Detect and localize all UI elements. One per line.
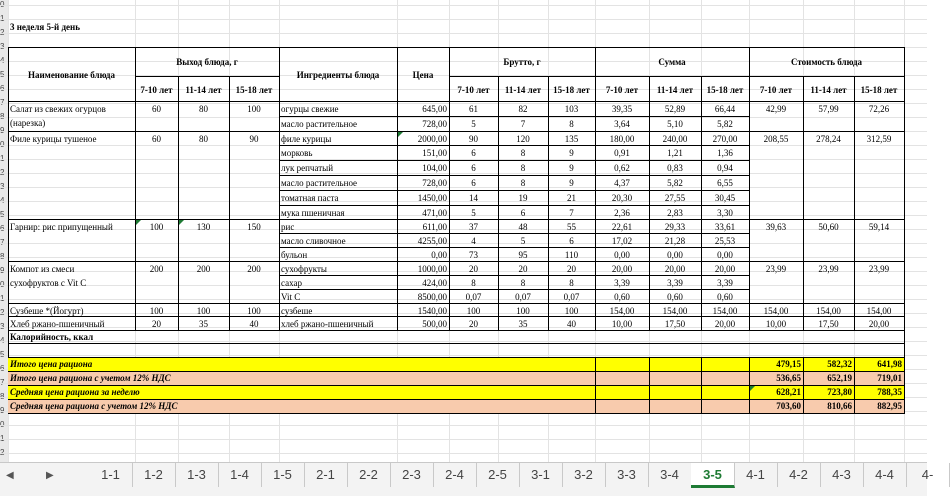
brutto-value[interactable]: 20 [469, 264, 478, 274]
header-age[interactable]: 11-14 лет [185, 85, 222, 95]
brutto-value[interactable]: 19 [518, 193, 528, 203]
total-label[interactable]: Итого цена рациона с учетом 12% НДС [10, 373, 171, 383]
brutto-value[interactable]: 103 [564, 104, 579, 114]
calories-label[interactable]: Калорийность, ккал [10, 332, 94, 342]
total-value[interactable]: 703,60 [776, 401, 801, 411]
header-ingredients[interactable]: Ингредиенты блюда [296, 70, 380, 80]
error-indicator-icon [750, 386, 755, 391]
header-age[interactable]: 7-10 лет [759, 85, 793, 95]
output-value[interactable]: 20 [152, 319, 161, 329]
brutto-value[interactable]: 37 [469, 222, 478, 232]
sum-value[interactable]: 17,50 [664, 319, 686, 329]
total-value[interactable]: 719,01 [877, 373, 902, 383]
ingredient-price[interactable]: 104,00 [422, 163, 447, 173]
border-line [701, 357, 702, 372]
cost-value[interactable]: 154,00 [816, 306, 841, 316]
menu-table[interactable] [8, 0, 904, 462]
cost-value[interactable]: 23,99 [868, 264, 890, 274]
border-line [595, 385, 596, 400]
output-value[interactable]: 200 [149, 264, 164, 274]
sum-value[interactable]: 0,00 [717, 250, 733, 260]
dish-name[interactable]: Сузбеше *(Йогурт) [10, 306, 84, 316]
sum-value[interactable]: 3,39 [667, 278, 683, 288]
brutto-value[interactable]: 7 [569, 208, 574, 218]
sum-value[interactable]: 5,10 [667, 119, 683, 129]
error-indicator-icon [179, 220, 184, 225]
total-value[interactable]: 536,65 [776, 373, 801, 383]
sum-value[interactable]: 2,36 [614, 208, 630, 218]
ingredient-price[interactable]: 4255,00 [417, 236, 447, 246]
ingredient-name[interactable]: томатная паста [281, 193, 339, 203]
border-line [595, 357, 596, 372]
border-line [229, 76, 230, 331]
ingredient-price[interactable]: 645,00 [422, 104, 447, 114]
sum-value[interactable]: 2,83 [667, 208, 683, 218]
total-value[interactable]: 479,15 [776, 359, 801, 369]
sum-value[interactable]: 154,00 [712, 306, 738, 316]
ingredient-price[interactable]: 424,00 [422, 278, 447, 288]
brutto-value[interactable]: 82 [518, 104, 528, 114]
sum-value[interactable]: 0,62 [614, 163, 630, 173]
output-value[interactable]: 100 [196, 306, 211, 316]
cost-value[interactable]: 208,55 [763, 134, 789, 144]
sum-value[interactable]: 52,89 [664, 104, 686, 114]
sheet-tab[interactable]: 4-3 [820, 463, 864, 487]
brutto-value[interactable]: 8 [569, 278, 574, 288]
sum-value[interactable]: 0,60 [614, 292, 630, 302]
ingredient-name[interactable]: огурцы свежие [281, 104, 339, 114]
border-line [701, 371, 702, 386]
border-line [498, 76, 499, 331]
border-line [854, 385, 855, 400]
brutto-value[interactable]: 9 [569, 178, 574, 188]
total-value[interactable]: 723,80 [827, 387, 852, 397]
brutto-value[interactable]: 20 [469, 319, 478, 329]
sum-value[interactable]: 17,02 [611, 236, 633, 246]
header-mid-border [449, 76, 905, 77]
ingredient-name[interactable]: Vit C [281, 292, 301, 302]
border-line [803, 371, 804, 386]
total-value[interactable]: 810,66 [827, 401, 852, 411]
cost-value[interactable]: 312,59 [866, 134, 892, 144]
sum-value[interactable]: 39,35 [611, 104, 633, 114]
output-value[interactable]: 100 [247, 104, 261, 114]
sum-value[interactable]: 66,44 [714, 104, 736, 114]
border-line [803, 385, 804, 400]
dish-name[interactable]: Хлеб ржано-пшеничный [10, 319, 105, 329]
header-age[interactable]: 11-14 лет [810, 85, 847, 95]
border-line [803, 399, 804, 414]
output-value[interactable]: 80 [199, 104, 208, 114]
brutto-value[interactable]: 55 [567, 222, 576, 232]
output-value[interactable]: 100 [149, 306, 164, 316]
output-value[interactable]: 60 [152, 134, 161, 144]
brutto-value[interactable]: 0,07 [563, 292, 580, 302]
sum-value[interactable]: 0,00 [614, 250, 630, 260]
cost-value[interactable]: 10,00 [765, 319, 787, 329]
total-label[interactable]: Итого цена рациона [10, 359, 93, 369]
sheet-tab[interactable]: 1-3 [175, 463, 219, 487]
sum-value[interactable]: 20,00 [611, 264, 633, 274]
sum-value[interactable]: 3,64 [614, 119, 630, 129]
ingredient-name[interactable]: мука пшеничная [281, 208, 345, 218]
sum-value[interactable]: 0,00 [667, 250, 683, 260]
border-line [649, 357, 650, 372]
total-label[interactable]: Средняя цена рациона с учетом 12% НДС [10, 401, 178, 411]
sum-value[interactable]: 3,39 [614, 278, 630, 288]
brutto-value[interactable]: 4 [471, 236, 476, 246]
sum-value[interactable]: 22,61 [611, 222, 633, 232]
border-line [649, 371, 650, 386]
cost-value[interactable]: 50,60 [818, 222, 839, 232]
brutto-value[interactable]: 73 [469, 250, 478, 260]
sheet-tab[interactable]: 2-4 [433, 463, 477, 487]
total-value[interactable]: 628,21 [776, 387, 801, 397]
brutto-value[interactable]: 95 [518, 250, 528, 260]
sum-value[interactable]: 10,00 [611, 319, 633, 329]
sum-value[interactable]: 33,61 [714, 222, 736, 232]
error-indicator-icon [398, 132, 403, 137]
brutto-value[interactable]: 40 [567, 319, 576, 329]
cost-value[interactable]: 57,99 [818, 104, 839, 114]
ingredient-price[interactable]: 1000,00 [417, 264, 447, 274]
brutto-value[interactable]: 6 [520, 208, 526, 218]
cost-value[interactable]: 17,50 [818, 319, 839, 329]
sum-value[interactable]: 0,94 [717, 163, 733, 173]
brutto-value[interactable]: 6 [471, 148, 476, 158]
ingredient-price[interactable]: 611,00 [422, 222, 447, 232]
output-value[interactable]: 40 [249, 319, 259, 329]
header-age[interactable]: 11-14 лет [504, 85, 542, 95]
border-line [854, 76, 855, 331]
dish-name[interactable]: Компот из смеси [10, 264, 75, 274]
sheet-tab[interactable]: 3-1 [519, 463, 563, 487]
total-value[interactable]: 652,19 [827, 373, 852, 383]
sum-value[interactable]: 0,83 [667, 163, 683, 173]
sum-value[interactable]: 0,60 [667, 292, 683, 302]
sheet-tab[interactable]: 1-2 [132, 463, 176, 487]
ingredient-name[interactable]: лук репчатый [281, 163, 334, 173]
ingredient-name[interactable]: масло сливочное [281, 236, 346, 246]
sheet-tab[interactable]: 4-4 [863, 463, 907, 487]
sheet-tab[interactable]: 2-2 [347, 463, 391, 487]
brutto-value[interactable]: 8 [471, 278, 476, 288]
ingredient-name[interactable]: хлеб ржано-пшеничный [281, 319, 374, 329]
output-value[interactable]: 90 [249, 134, 259, 144]
border-line [548, 76, 549, 331]
cost-value[interactable]: 39,63 [765, 222, 787, 232]
sheet-tab[interactable]: 3-3 [605, 463, 649, 487]
output-value[interactable]: 100 [149, 222, 164, 232]
output-value[interactable]: 80 [199, 134, 208, 144]
brutto-value[interactable]: 135 [564, 134, 579, 144]
cost-value[interactable]: 23,99 [818, 264, 839, 274]
brutto-value[interactable]: 20 [518, 264, 528, 274]
dish-name[interactable]: Филе курицы тушеное [10, 134, 97, 144]
brutto-value[interactable]: 8 [569, 119, 574, 129]
sum-value[interactable]: 30,45 [714, 193, 736, 203]
total-value[interactable]: 582,32 [827, 359, 852, 369]
sum-value[interactable]: 0,60 [717, 292, 733, 302]
brutto-value[interactable]: 0,07 [515, 292, 531, 302]
sum-value[interactable]: 154,00 [609, 306, 635, 316]
cost-value[interactable]: 59,14 [868, 222, 890, 232]
ingredient-name[interactable]: сахар [281, 278, 302, 288]
brutto-value[interactable]: 6 [471, 163, 476, 173]
border-line [749, 399, 750, 414]
sum-value[interactable]: 240,00 [662, 134, 688, 144]
header-age[interactable]: 11-14 лет [656, 85, 694, 95]
total-value[interactable]: 882,95 [877, 401, 902, 411]
header-age[interactable]: 7-10 лет [457, 85, 490, 95]
brutto-value[interactable]: 21 [567, 193, 576, 203]
brutto-value[interactable]: 8 [520, 178, 526, 188]
header-brutto[interactable]: Брутто, г [503, 57, 541, 67]
border-line [749, 357, 750, 372]
border-line [749, 371, 750, 386]
brutto-value[interactable]: 6 [569, 236, 574, 246]
header-sum[interactable]: Сумма [658, 57, 686, 67]
brutto-value[interactable]: 8 [520, 278, 526, 288]
brutto-value[interactable]: 9 [569, 148, 574, 158]
brutto-value[interactable]: 5 [471, 208, 476, 218]
error-indicator-icon [136, 220, 141, 225]
output-value[interactable]: 200 [196, 264, 211, 274]
ingredient-price[interactable]: 471,00 [422, 208, 447, 218]
header-cost[interactable]: Стоимость блюда [790, 57, 863, 67]
sum-value[interactable]: 180,00 [609, 134, 635, 144]
scroll-right-icon[interactable]: ▶ [46, 470, 54, 481]
brutto-value[interactable]: 110 [564, 250, 579, 260]
brutto-value[interactable]: 35 [518, 319, 528, 329]
sum-value[interactable]: 27,55 [664, 193, 686, 203]
ingredient-name[interactable]: сузбеше [281, 306, 313, 316]
brutto-value[interactable]: 48 [518, 222, 528, 232]
header-age[interactable]: 15-18 лет [553, 85, 590, 95]
sum-value[interactable]: 3,30 [717, 208, 733, 218]
sum-value[interactable]: 5,82 [717, 119, 733, 129]
total-value[interactable]: 641,98 [877, 359, 902, 369]
dish-name-line2[interactable]: (нарезка) [10, 118, 46, 128]
header-age[interactable]: 15-18 лет [706, 85, 744, 95]
output-value[interactable]: 130 [196, 222, 211, 232]
dish-name[interactable]: Гарнир: рис припущенный [10, 222, 113, 232]
border-line [854, 399, 855, 414]
sheet-tab[interactable]: 2-3 [390, 463, 434, 487]
ingredient-price[interactable]: 728,00 [422, 178, 447, 188]
border-line [595, 371, 596, 386]
sum-value[interactable]: 3,39 [717, 278, 733, 288]
brutto-value[interactable]: 100 [466, 306, 481, 316]
brutto-value[interactable]: 90 [469, 134, 478, 144]
brutto-value[interactable]: 7 [520, 119, 526, 129]
brutto-value[interactable]: 0,07 [465, 292, 482, 302]
sheet-tab[interactable]: 3-4 [648, 463, 692, 487]
cost-value[interactable]: 154,00 [763, 306, 789, 316]
total-value[interactable]: 788,35 [877, 387, 902, 397]
brutto-value[interactable]: 8 [520, 148, 526, 158]
sum-value[interactable]: 1,36 [717, 148, 733, 158]
sheet-tab[interactable]: 1-5 [261, 463, 305, 487]
sum-value[interactable]: 0,91 [614, 148, 630, 158]
total-bottom-border [8, 413, 905, 414]
ingredient-name[interactable]: филе курицы [281, 134, 332, 144]
border-line [854, 357, 855, 372]
brutto-value[interactable]: 5 [520, 236, 526, 246]
border-line [701, 399, 702, 414]
header-age[interactable]: 7-10 лет [140, 85, 173, 95]
output-value[interactable]: 200 [247, 264, 261, 274]
brutto-value[interactable]: 14 [469, 193, 478, 203]
sum-value[interactable]: 5,82 [667, 178, 683, 188]
output-value[interactable]: 60 [152, 104, 161, 114]
row-number[interactable] [0, 0, 4, 12]
brutto-value[interactable]: 120 [516, 134, 530, 144]
brutto-value[interactable]: 9 [569, 163, 574, 173]
sheet-tab[interactable]: 3-2 [562, 463, 606, 487]
header-output[interactable]: Выход блюда, г [176, 57, 238, 67]
ingredient-price[interactable]: 2000,00 [417, 134, 447, 144]
ingredient-name[interactable]: масло растительное [281, 119, 358, 129]
brutto-value[interactable]: 100 [564, 306, 579, 316]
border-line [595, 399, 596, 414]
ingredient-price[interactable]: 151,00 [422, 148, 447, 158]
border-line [649, 385, 650, 400]
header-name[interactable]: Наименование блюда [28, 70, 115, 80]
cost-value[interactable]: 278,24 [816, 134, 841, 144]
border-line [701, 385, 702, 400]
ingredient-price[interactable]: 1540,00 [417, 306, 447, 316]
border-line [803, 76, 804, 331]
sheet-tab[interactable]: 4- [906, 463, 950, 487]
total-label[interactable]: Средняя цена рациона за неделю [10, 387, 140, 397]
cost-value[interactable]: 20,00 [868, 319, 890, 329]
sheet-tab[interactable]: 2-1 [304, 463, 348, 487]
sheet-tab[interactable]: 4-2 [777, 463, 821, 487]
border-line [803, 357, 804, 372]
sum-value[interactable]: 1,21 [667, 148, 683, 158]
output-value[interactable]: 35 [199, 319, 208, 329]
cost-value[interactable]: 23,99 [765, 264, 787, 274]
sum-value[interactable]: 25,53 [714, 236, 736, 246]
sum-value[interactable]: 4,37 [614, 178, 630, 188]
header-age[interactable]: 7-10 лет [605, 85, 639, 95]
ingredient-name[interactable]: сухофрукты [281, 264, 327, 274]
sum-value[interactable]: 6,55 [717, 178, 733, 188]
sum-value[interactable]: 270,00 [712, 134, 738, 144]
ingredient-name[interactable]: масло растительное [281, 178, 358, 188]
header-age[interactable]: 15-18 лет [235, 85, 273, 95]
sheet-tab[interactable]: 1-4 [218, 463, 262, 487]
sheet-tab[interactable]: 3-5 [691, 463, 735, 488]
border-line [854, 371, 855, 386]
border-line [701, 76, 702, 331]
sum-value[interactable]: 20,00 [714, 319, 736, 329]
ingredient-price[interactable]: 728,00 [422, 119, 447, 129]
brutto-value[interactable]: 20 [567, 264, 576, 274]
sum-value[interactable]: 20,30 [611, 193, 633, 203]
sum-value[interactable]: 20,00 [664, 264, 686, 274]
ingredient-price[interactable]: 0,00 [431, 250, 447, 260]
sheet-tab[interactable]: 1-1 [89, 463, 133, 487]
brutto-value[interactable]: 100 [516, 306, 530, 316]
output-value[interactable]: 100 [247, 306, 261, 316]
border-line [649, 399, 650, 414]
ingredient-name[interactable]: рис [281, 222, 295, 232]
sheet-tab-bar [0, 462, 934, 496]
sheet-title: 3 неделя 5-й день [10, 22, 80, 32]
header-mid-border [135, 76, 280, 77]
ingredient-price[interactable]: 1450,00 [417, 193, 447, 203]
border-line [135, 47, 136, 331]
sum-value[interactable]: 20,00 [714, 264, 736, 274]
header-top-border [8, 47, 905, 48]
scroll-left-icon[interactable]: ◀ [6, 470, 14, 481]
border-line [904, 47, 905, 414]
sheet-tab[interactable]: 4-1 [734, 463, 778, 487]
ingredient-price[interactable]: 500,00 [422, 319, 447, 329]
cost-value[interactable]: 154,00 [866, 306, 892, 316]
ingredient-name[interactable]: морковь [281, 148, 313, 158]
dish-name-line2[interactable]: сухофруктов с Vit C [10, 278, 87, 288]
brutto-value[interactable]: 61 [469, 104, 478, 114]
brutto-value[interactable]: 8 [520, 163, 526, 173]
border-line [178, 76, 179, 331]
header-price[interactable]: Цена [412, 70, 434, 80]
sheet-tab[interactable]: 2-5 [476, 463, 520, 487]
brutto-value[interactable]: 5 [471, 119, 476, 129]
sum-value[interactable]: 154,00 [662, 306, 688, 316]
border-line [649, 76, 650, 331]
cost-value[interactable]: 72,26 [868, 104, 890, 114]
brutto-value[interactable]: 6 [471, 178, 476, 188]
ingredient-name[interactable]: бульон [281, 250, 308, 260]
sum-value[interactable]: 29,33 [664, 222, 686, 232]
ingredient-price[interactable]: 8500,00 [417, 292, 447, 302]
header-age[interactable]: 15-18 лет [860, 85, 898, 95]
dish-name[interactable]: Салат из свежих огурцов [10, 104, 106, 114]
output-value[interactable]: 150 [247, 222, 261, 232]
sum-value[interactable]: 21,28 [664, 236, 686, 246]
cost-value[interactable]: 42,99 [765, 104, 787, 114]
